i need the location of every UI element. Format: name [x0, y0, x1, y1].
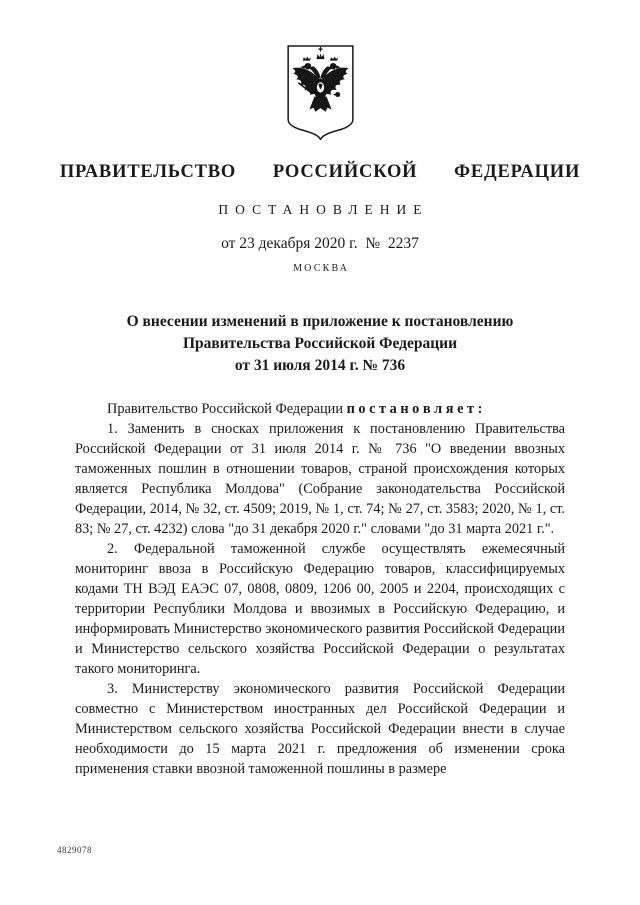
decree-paragraph: 3. Министерству экономического развития Российской Федерации совместно с Министерством иностранных дел Российской Федерации и Министерством сельского хозяйства Российской Федерации внести в случае необходимости до 15 марта 2021 г. предложения об изменении срока применения ставки ввозной таможенной пошлины в размере: [75, 681, 565, 777]
decree-title-line: от 31 июля 2014 г. № 736: [234, 357, 406, 374]
decree-title: [0, 311, 640, 377]
preamble-paragraph: [75, 399, 565, 419]
decree-title-line: О внесении изменений в приложение к постановлению: [126, 313, 514, 330]
date-and-number-line: от 23 декабря 2020 г. № 2237: [221, 235, 419, 252]
registration-footer-number: 4829078: [57, 845, 92, 855]
decree-paragraph-list: [75, 419, 565, 779]
decree-word-emphasis: п о с т а н о в л я е т :: [346, 401, 483, 417]
decree-body: [75, 399, 565, 779]
russian-coat-of-arms-icon: [282, 44, 359, 140]
decree-paragraph: 2. Федеральной таможенной службе осуществлять ежемесячный мониторинг ввоза в Российскую Федерацию товаров, классифицируемых кодами ТН ВЭД ЕАЭС 07, 0808, 0809, 1206 00, 2005 и 2204, происходящих с территории Республики Молдова и ввозимых в Российскую Федерацию, и информировать Министерство экономического развития Российской Федерации и Министерство сельского хозяйства Российской Федерации о результатах такого мониторинга.: [75, 541, 565, 677]
preamble-lead-text: Правительство Российской Федерации: [107, 401, 347, 417]
emblem-container: [0, 0, 640, 140]
document-type-heading: ПОСТАНОВЛЕНИЕ: [218, 202, 429, 217]
city-label: МОСКВА: [293, 263, 350, 274]
issuing-authority-heading: ПРАВИТЕЛЬСТВО РОССИЙСКОЙ ФЕДЕРАЦИИ: [59, 162, 581, 182]
decree-title-line: Правительства Российской Федерации: [182, 335, 458, 352]
decree-paragraph: 1. Заменить в сносках приложения к постановлению Правительства Российской Федерации от 31 июля 2014 г. № 736 "О введении ввозных таможенных пошлин в отношении товаров, страной происхождения которых является Республика Молдова" (Собрание законодательства Российской Федерации, 2014, № 32, ст. 4509; 2019, № 1, ст. 74; № 27, ст. 3583; 2020, № 1, ст. 83; № 27, ст. 4232) слова "до 31 декабря 2020 г." словами "до 31 марта 2021 г.".: [75, 421, 565, 537]
